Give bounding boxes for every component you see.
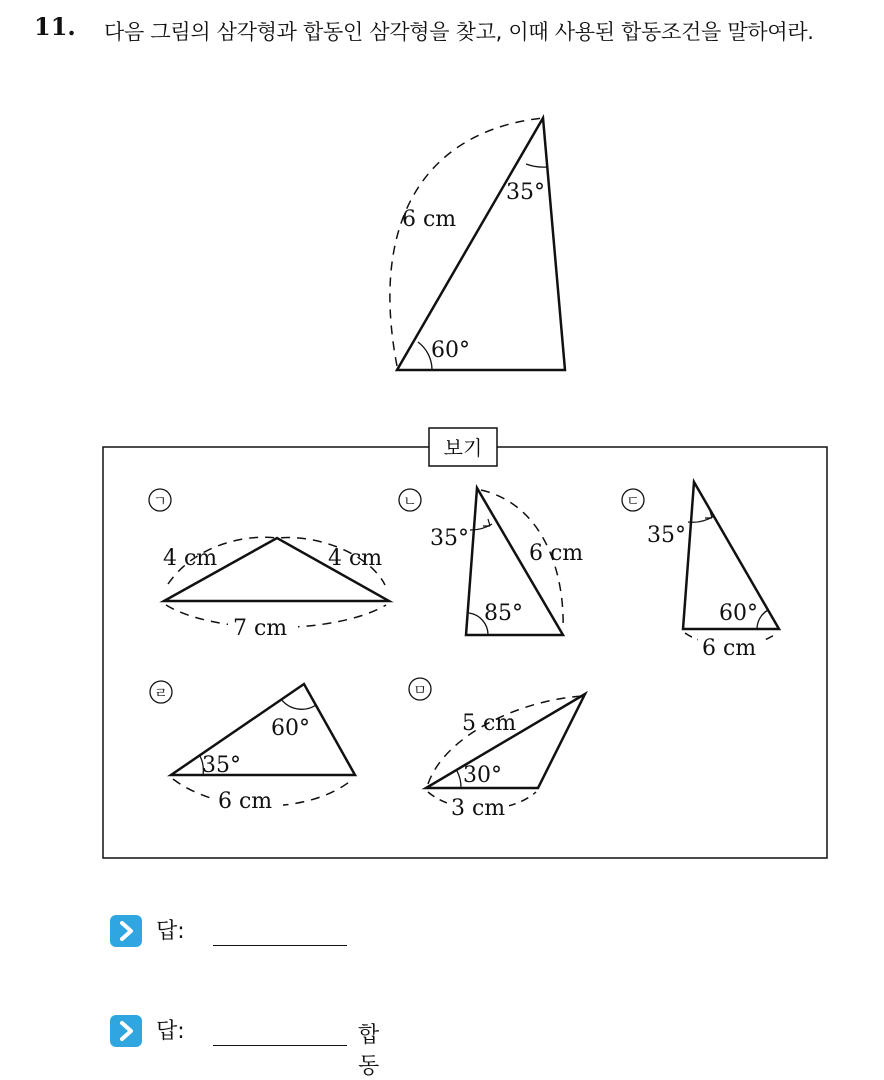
bogi-item-2 (399, 488, 583, 635)
bogi-item-4-label-1: 60° (271, 716, 310, 741)
answer-label-2: 답: (156, 1019, 185, 1044)
bogi-title: 보기 (443, 436, 483, 460)
chevron-right-icon (110, 915, 142, 947)
bogi-item-3-label-2: 60° (719, 601, 758, 626)
bogi-item-5 (409, 678, 585, 821)
bogi-item-1-marker: ㄱ (153, 494, 167, 510)
chevron-right-icon (110, 1015, 142, 1047)
bogi-item-1-label-3: 7 cm (233, 616, 288, 641)
main-triangle (390, 118, 565, 370)
answer-label-1: 답: (156, 919, 185, 944)
answer-blank-1[interactable] (213, 945, 347, 946)
main-bottom-angle: 60° (431, 338, 470, 363)
bogi-item-4-marker: ㄹ (154, 686, 168, 702)
main-side-label: 6 cm (402, 207, 457, 232)
bogi-item-4-label-3: 6 cm (218, 789, 273, 814)
bogi-item-5-label-3: 3 cm (451, 796, 506, 821)
bogi-item-1 (149, 489, 389, 641)
bogi-item-1-label-2: 4 cm (328, 546, 383, 571)
bogi-item-3-label-3: 6 cm (702, 636, 757, 661)
bogi-item-3-label-1: 35° (647, 523, 686, 548)
bogi-item-3-marker: ㄷ (626, 494, 640, 510)
bogi-item-2-label-2: 6 cm (529, 541, 584, 566)
bogi-item-5-label-1: 5 cm (462, 711, 517, 736)
bogi-item-4 (150, 681, 355, 814)
bogi-item-2-marker: ㄴ (403, 494, 417, 510)
bogi-item-2-label-1: 35° (430, 526, 469, 551)
question-text: 다음 그림의 삼각형과 합동인 삼각형을 찾고, 이때 사용된 합동조건을 말하여라. (104, 20, 814, 44)
answer-suffix-2: 합동 (358, 1023, 380, 1079)
bogi-item-5-marker: ㅁ (413, 683, 427, 699)
bogi-item-1-label-1: 4 cm (163, 546, 218, 571)
main-top-angle: 35° (506, 180, 545, 205)
bogi-item-5-label-2: 30° (463, 763, 502, 788)
answer-blank-2[interactable] (213, 1045, 347, 1046)
bogi-item-3 (622, 482, 779, 661)
question-number: 11. (34, 12, 76, 41)
bogi-item-4-label-2: 35° (202, 753, 241, 778)
bogi-item-2-label-3: 85° (484, 601, 523, 626)
